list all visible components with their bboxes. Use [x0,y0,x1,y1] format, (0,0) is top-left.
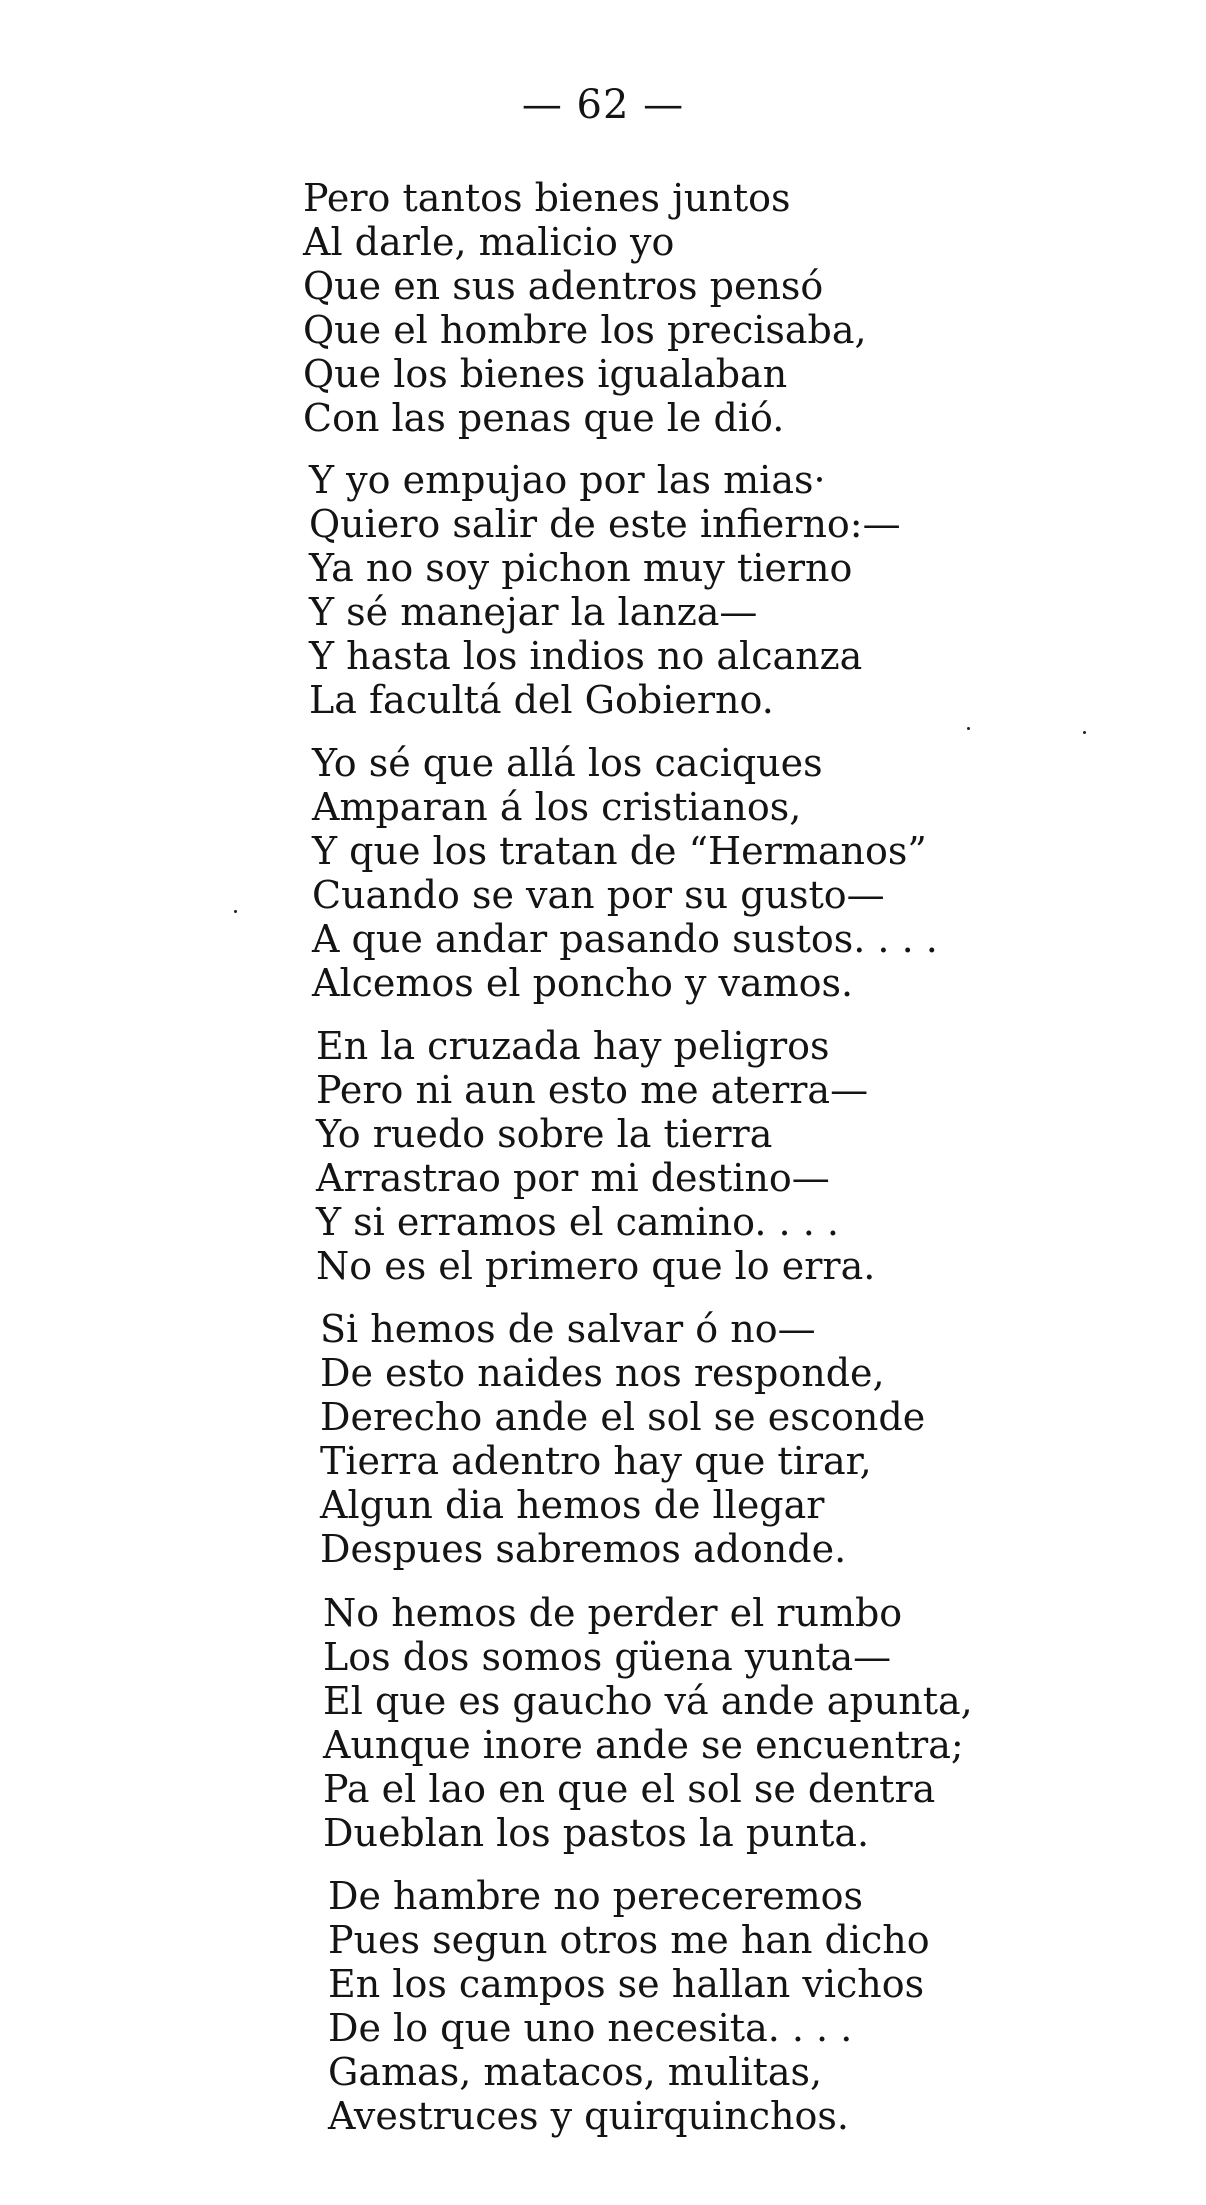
verse-line: Aunque inore ande se encuentra; [323,1723,964,1767]
verse-line: Yo sé que allá los caciques [312,741,823,785]
verse-line: Amparan á los cristianos, [312,785,802,829]
verse-line: Dueblan los pastos la punta. [323,1811,870,1855]
verse-line: Arrastrao por mi destino— [316,1156,830,1200]
ink-speck [967,727,970,730]
verse-line: Despues sabremos adonde. [320,1527,847,1571]
verse-line: Al darle, malicio yo [303,220,675,264]
stanza-2 [309,458,901,722]
ink-speck [234,910,237,913]
page-number: — 62 — [521,82,685,128]
verse-line: Ya no soy pichon muy tierno [309,546,853,590]
stanza-7 [328,1874,930,2138]
verse-line: Derecho ande el sol se esconde [320,1395,926,1439]
ink-speck [1083,731,1086,734]
verse-line: Avestruces y quirquinchos. [328,2094,849,2138]
verse-line: Y yo empujao por las mias· [309,458,826,502]
stanza-4 [316,1024,875,1288]
verse-line: Alcemos el poncho y vamos. [312,961,854,1005]
verse-line: No hemos de perder el rumbo [323,1591,903,1635]
verse-line: Algun dia hemos de llegar [320,1483,825,1527]
stanza-6 [323,1591,973,1855]
verse-line: Y sé manejar la lanza— [309,590,758,634]
verse-line: Los dos somos güena yunta— [323,1635,892,1679]
verse-line: Yo ruedo sobre la tierra [316,1112,773,1156]
stanza-3 [312,741,938,1005]
verse-line: Quiero salir de este infierno:— [309,502,901,546]
stanza-5 [320,1307,925,1571]
verse-line: Tierra adentro hay que tirar, [320,1439,872,1483]
verse-line: Pa el lao en que el sol se dentra [323,1767,936,1811]
verse-line: A que andar pasando sustos. . . . [312,917,938,961]
stanza-1 [303,176,867,440]
verse-line: La facultá del Gobierno. [309,678,774,722]
verse-line: De esto naides nos responde, [320,1351,885,1395]
verse-line: Si hemos de salvar ó no— [320,1307,816,1351]
verse-line: De hambre no pereceremos [328,1874,863,1918]
verse-line: De lo que uno necesita. . . . [328,2006,853,2050]
verse-line: Pues segun otros me han dicho [328,1918,930,1962]
verse-line: El que es gaucho vá ande apunta, [323,1679,973,1723]
verse-line: Pero tantos bienes juntos [303,176,791,220]
verse-line: No es el primero que lo erra. [316,1244,876,1288]
verse-line: Pero ni aun esto me aterra— [316,1068,869,1112]
verse-line: Y si erramos el camino. . . . [316,1200,839,1244]
verse-line: Que en sus adentros pensó [303,264,824,308]
verse-line: Con las penas que le dió. [303,396,785,440]
verse-line: Y que los tratan de “Hermanos” [312,829,927,873]
verse-line: Gamas, matacos, mulitas, [328,2050,823,2094]
verse-line: En los campos se hallan vichos [328,1962,925,2006]
verse-line: Y hasta los indios no alcanza [309,634,863,678]
verse-line: Que el hombre los precisaba, [303,308,867,352]
verse-line: Cuando se van por su gusto— [312,873,885,917]
verse-line: En la cruzada hay peligros [316,1024,830,1068]
verse-line: Que los bienes igualaban [303,352,788,396]
